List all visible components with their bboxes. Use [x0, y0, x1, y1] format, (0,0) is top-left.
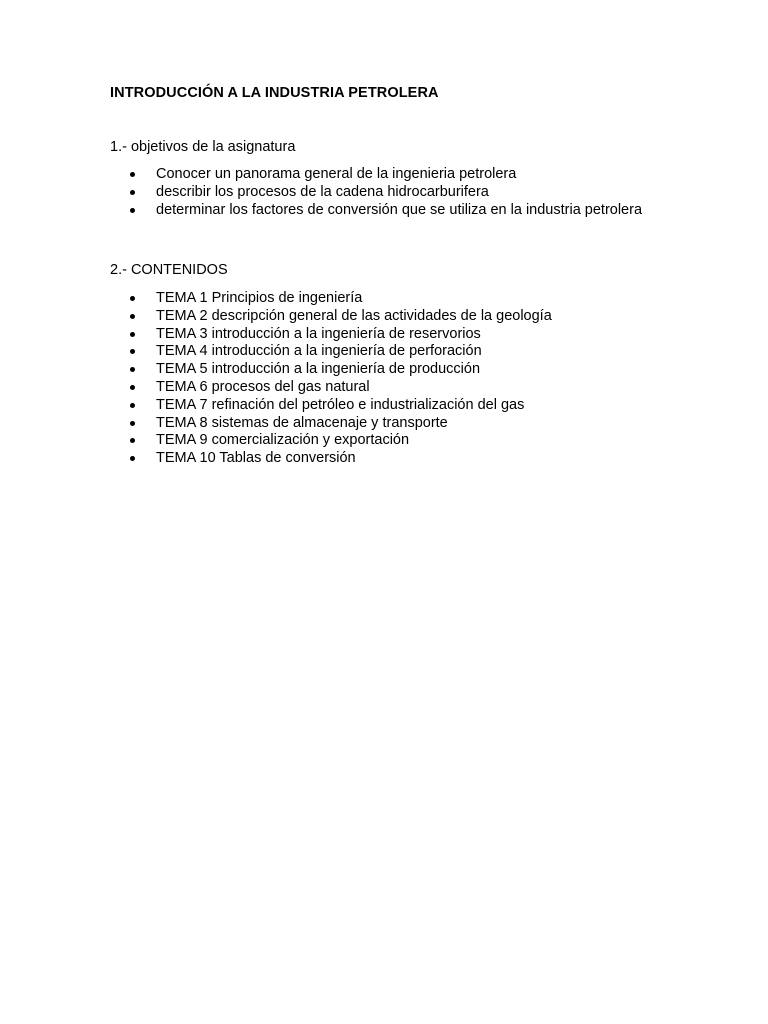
list-item-text: TEMA 9 comercialización y exportación [156, 432, 410, 449]
section-heading-contenidos: 2.- CONTENIDOS [110, 262, 228, 278]
bullet-icon [130, 438, 135, 443]
list-item-text: TEMA 10 Tablas de conversión [156, 450, 356, 467]
bullet-icon [130, 172, 135, 177]
objetivos-list [130, 166, 657, 219]
list-item [130, 202, 657, 220]
bullet-icon [130, 367, 135, 372]
list-item [130, 184, 657, 202]
list-item [130, 343, 657, 361]
document-title: INTRODUCCIÓN A LA INDUSTRIA PETROLERA [110, 85, 439, 101]
list-item-text: Conocer un panorama general de la ingenieria petrolera [156, 166, 517, 182]
list-item-text: TEMA 4 introducción a la ingeniería de perforación [156, 343, 482, 360]
list-item [130, 308, 657, 326]
bullet-icon [130, 190, 135, 195]
list-item-text: TEMA 2 descripción general de las actividades de la geología [156, 307, 552, 324]
list-item [130, 432, 657, 450]
list-item [130, 166, 657, 184]
list-item-text: describir los procesos de la cadena hidrocarburifera [156, 183, 489, 200]
bullet-icon [130, 296, 135, 301]
bullet-icon [130, 349, 135, 354]
bullet-icon [130, 421, 135, 426]
list-item [130, 450, 657, 468]
list-item-text: TEMA 1 Principios de ingeniería [156, 290, 363, 306]
list-item-text: TEMA 7 refinación del petróleo e industrialización del gas [156, 396, 525, 413]
list-item [130, 397, 657, 415]
bullet-icon [130, 385, 135, 390]
bullet-icon [130, 403, 135, 408]
list-item-text: TEMA 6 procesos del gas natural [156, 378, 370, 395]
bullet-icon [130, 332, 135, 337]
list-item-text: TEMA 5 introducción a la ingeniería de producción [156, 361, 481, 378]
contenidos-list [130, 290, 657, 468]
bullet-icon [130, 314, 135, 319]
list-item [130, 361, 657, 379]
list-item [130, 415, 657, 433]
list-item [130, 326, 657, 344]
list-item-text: TEMA 3 introducción a la ingeniería de reservorios [156, 325, 481, 342]
list-item-text: determinar los factores de conversión que se utiliza en la industria petrolera [156, 201, 643, 218]
section-heading-objetivos: 1.- objetivos de la asignatura [110, 139, 296, 155]
list-item [130, 290, 657, 308]
list-item-text: TEMA 8 sistemas de almacenaje y transporte [156, 414, 448, 431]
bullet-icon [130, 456, 135, 461]
bullet-icon [130, 208, 135, 213]
list-item [130, 379, 657, 397]
